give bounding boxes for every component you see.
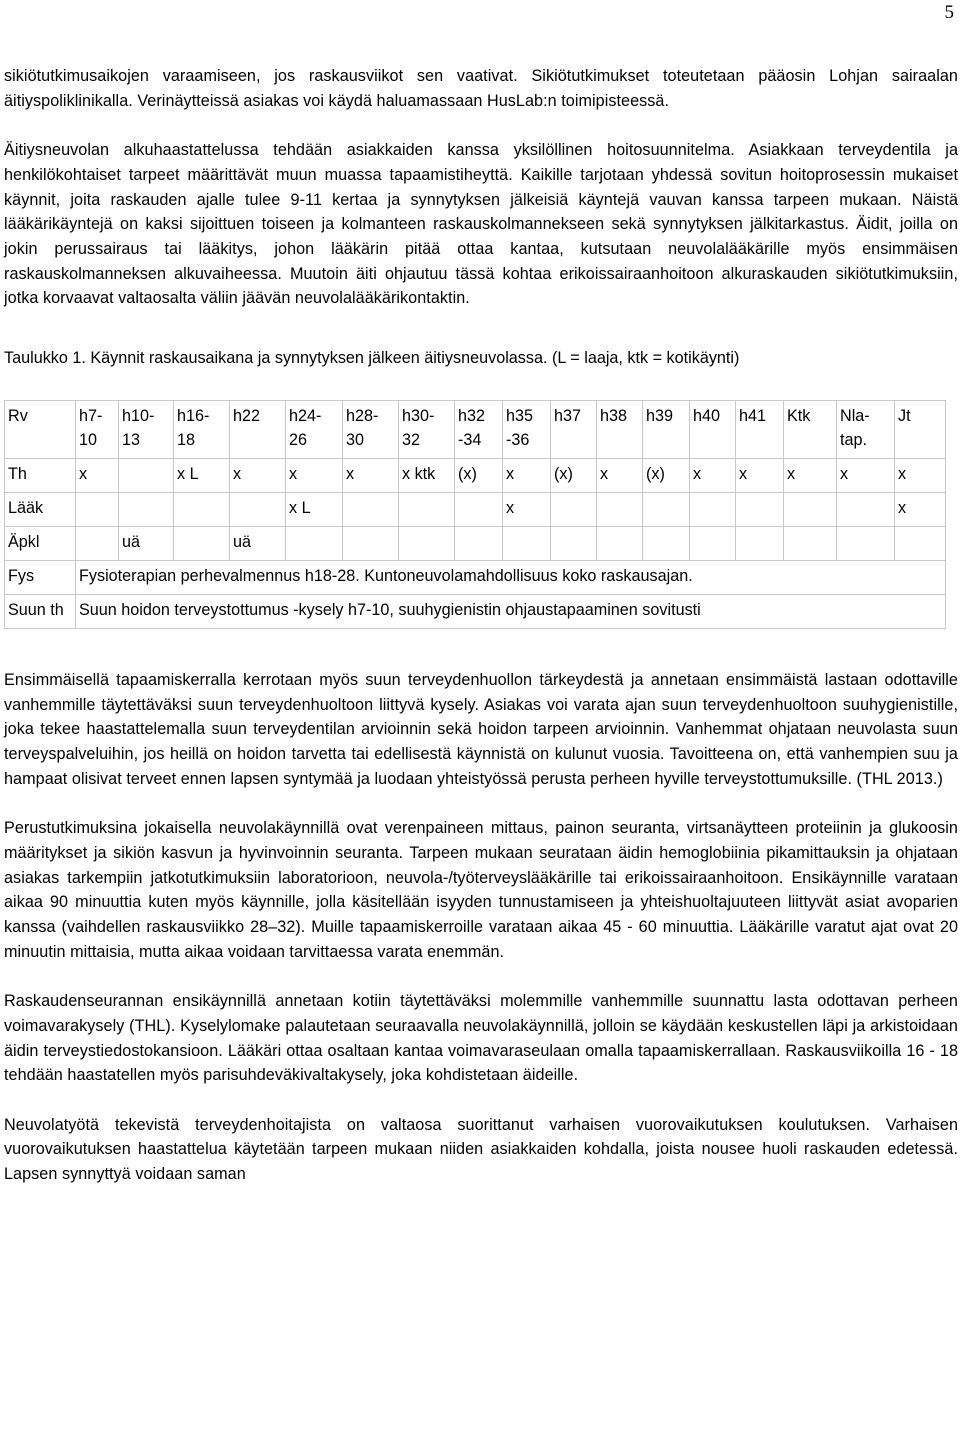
cell-laak: Lääk xyxy=(5,493,76,527)
cell-header: h28-30 xyxy=(343,401,399,459)
table-row-rv xyxy=(5,401,946,459)
table-row-laak xyxy=(5,493,946,527)
cell-th: x ktk xyxy=(399,459,455,493)
cell-header: Jt xyxy=(895,401,946,459)
cell-apkl xyxy=(399,527,455,561)
cell-th: Th xyxy=(5,459,76,493)
cell-laak xyxy=(690,493,736,527)
cell-laak xyxy=(119,493,174,527)
cell-th xyxy=(119,459,174,493)
cell-apkl xyxy=(503,527,551,561)
cell-apkl xyxy=(76,527,119,561)
cell-header: h35 -36 xyxy=(503,401,551,459)
page-content xyxy=(4,64,958,1187)
cell-laak xyxy=(736,493,784,527)
cell-apkl xyxy=(895,527,946,561)
cell-laak xyxy=(551,493,597,527)
cell-header: h40 xyxy=(690,401,736,459)
cell-th: x xyxy=(736,459,784,493)
paragraph-hoitosuunnitelma: Äitiysneuvolan alkuhaastattelussa tehdään asiakkaiden kanssa yksilöllinen hoitosuunnitelma. Asiakkaan terveydentila ja henkilökohtaiset tarpeet määrittävät muun muassa tapaamistiheyttä. Kaikille tarjotaan yhdessä sovitun hoitoprosessin mukaiset käynnit, joita raskauden ajalle tulee 9-11 kertaa ja synnytyksen jälkeisiä käyntejä vauvan kanssa tarpeen mukaan. Näistä lääkärikäyntejä on kaksi sijoittuen toiseen ja kolmanteen raskauskolmannekseen sekä synnytyksen jälkitarkastus. Äidit, joilla on jokin perussairaus tai lääkitys, johon lääkärin pitää ottaa kantaa, kutsutaan neuvolalääkärille myös ensimmäisen raskauskolmanneksen alkuvaiheessa. Muutoin äiti ohjautuu tässä kohtaa erikoissairaanhoitoon alkuraskauden sikiötutkimuksiin, jotka korvaavat valtaosalta väliin jäävän neuvolalääkärikontaktin. xyxy=(4,141,958,308)
table-row-suun xyxy=(5,595,946,629)
cell-apkl xyxy=(837,527,895,561)
cell-th: x xyxy=(597,459,643,493)
cell-apkl xyxy=(690,527,736,561)
cell-suun-label: Suun th xyxy=(5,595,76,629)
cell-th: x xyxy=(784,459,837,493)
cell-header: h38 xyxy=(597,401,643,459)
cell-apkl xyxy=(343,527,399,561)
cell-apkl: uä xyxy=(230,527,286,561)
cell-apkl xyxy=(551,527,597,561)
page-number: 5 xyxy=(944,2,954,23)
cell-apkl xyxy=(736,527,784,561)
cell-laak xyxy=(455,493,503,527)
cell-th: x xyxy=(503,459,551,493)
cell-header: h32 -34 xyxy=(455,401,503,459)
cell-apkl: Äpkl xyxy=(5,527,76,561)
cell-header: Rv xyxy=(5,401,76,459)
cell-th: x xyxy=(76,459,119,493)
cell-laak: x xyxy=(503,493,551,527)
paragraph-perustutkimukset: Perustutkimuksina jokaisella neuvolakäynnillä ovat verenpaineen mittaus, painon seuranta, virtsanäytteen proteiinin ja glukoosin määritykset ja sikiön kasvun ja hyvinvoinnin seuranta. Tarpeen mukaan seurataan äidin hemoglobiinia pikamittauksin ja ohjataan asiakas tarkempiin jatkotutkimuksiin laboratorioon, neuvola-/työterveyslääkärille tai erikoissairaanhoitoon. Ensikäynnille varataan aikaa 90 minuuttia kuten myös käynnille, jolla käsitellään isyyden tunnustamiseen ja yhteishuoltajuuteen liittyvät asiat avoparien kanssa (vaihdellen raskausviikko 28–32). Muille tapaamiskerroille varataan aikaa 45 - 60 minuuttia. Lääkärille varatut ajat ovat 20 minuutin mittaisia, mutta aikaa voidaan tarvittaessa varata enemmän. xyxy=(4,819,958,961)
paragraph-sikiotutkimukset: sikiötutkimusaikojen varaamiseen, jos raskausviikot sen vaativat. Sikiötutkimukset toteutetaan pääosin Lohjan sairaalan äitiyspoliklinikalla. Verinäytteissä asiakas voi käydä haluamassaan HusLab:n toimipisteessä. xyxy=(4,67,958,110)
cell-header: h7-10 xyxy=(76,401,119,459)
cell-fys-label: Fys xyxy=(5,561,76,595)
cell-laak xyxy=(597,493,643,527)
cell-laak: x L xyxy=(286,493,343,527)
cell-th: (x) xyxy=(455,459,503,493)
cell-th: x xyxy=(230,459,286,493)
cell-header: h30-32 xyxy=(399,401,455,459)
cell-header: h22 xyxy=(230,401,286,459)
table-row-fys xyxy=(5,561,946,595)
cell-laak xyxy=(399,493,455,527)
cell-th: x L xyxy=(174,459,230,493)
cell-th: x xyxy=(895,459,946,493)
cell-header: h39 xyxy=(643,401,690,459)
cell-apkl xyxy=(174,527,230,561)
paragraph-suun-terveys: Ensimmäisellä tapaamiskerralla kerrotaan myös suun terveydenhuollon tärkeydestä ja annetaan ensimmäistä lastaan odottaville vanhemmille täytettäväksi suun terveydenhuoltoon liittyvä kysely. Asiakas voi varata ajan suun terveydenhuoltoon suuhygienistille, joka tekee haastattelemalla suun terveydentilan arvioinnin sekä hoidon tarpeen arvioinnin. Vanhemmat ohjataan neuvolasta suun terveyspalveluihin, jos heillä on hoidon tarvetta tai edellisestä käynnistä on kulunut vuosia. Tavoitteena on, että vanhempien suu ja hampaat olisivat terveet ennen lapsen syntymää ja luodaan yhteistyössä perusta perheen hyville terveystottumuksille. (THL 2013.) xyxy=(4,671,958,788)
paragraph-voimavarakysely: Raskaudenseurannan ensikäynnillä annetaan kotiin täytettäväksi molemmille vanhemmille suunnattu lasta odottavan perheen voimavarakysely (THL). Kyselylomake palautetaan seuraavalla neuvolakäynnillä, jolloin se käydään keskustellen läpi ja arkistoidaan äidin terveystiedostokansioon. Lääkäri ottaa osaltaan kantaa voimavaraseulaan omalla tapaamiskerrallaan. Raskausviikoilla 16 - 18 tehdään haastatellen myös parisuhdeväkivaltakysely, joka kohdistetaan äideille. xyxy=(4,992,958,1085)
cell-laak xyxy=(174,493,230,527)
cell-apkl xyxy=(455,527,503,561)
cell-th: (x) xyxy=(643,459,690,493)
cell-laak xyxy=(230,493,286,527)
cell-suun-text: Suun hoidon terveystottumus -kysely h7-10, suuhygienistin ohjaustapaaminen sovitusti xyxy=(76,595,946,629)
cell-header: h37 xyxy=(551,401,597,459)
cell-laak xyxy=(784,493,837,527)
cell-apkl xyxy=(784,527,837,561)
cell-laak: x xyxy=(895,493,946,527)
cell-header: h41 xyxy=(736,401,784,459)
cell-header: h24-26 xyxy=(286,401,343,459)
cell-th: x xyxy=(343,459,399,493)
paragraph-vuorovaikutus: Neuvolatyötä tekevistä terveydenhoitajista on valtaosa suorittanut varhaisen vuorovaikutuksen koulutuksen. Varhaisen vuorovaikutuksen haastattelua käytetään tarpeen mukaan niiden asiakkaiden kohdalla, joista nousee huoli raskauden edetessä. Lapsen synnyttyä voidaan saman xyxy=(4,1115,958,1184)
cell-th: x xyxy=(286,459,343,493)
cell-th: (x) xyxy=(551,459,597,493)
cell-laak xyxy=(76,493,119,527)
cell-th: x xyxy=(690,459,736,493)
cell-fys-text: Fysioterapian perhevalmennus h18-28. Kuntoneuvolamahdollisuus koko raskausajan. xyxy=(76,561,946,595)
table-row-apkl xyxy=(5,527,946,561)
cell-laak xyxy=(343,493,399,527)
cell-apkl xyxy=(643,527,690,561)
cell-apkl: uä xyxy=(119,527,174,561)
cell-laak xyxy=(837,493,895,527)
table-caption: Taulukko 1. Käynnit raskausaikana ja synnytyksen jälkeen äitiysneuvolassa. (L = laaja, ktk = kotikäynti) xyxy=(4,349,740,368)
cell-apkl xyxy=(597,527,643,561)
cell-th: x xyxy=(837,459,895,493)
cell-header: Ktk xyxy=(784,401,837,459)
cell-apkl xyxy=(286,527,343,561)
cell-header: h16-18 xyxy=(174,401,230,459)
table-row-th xyxy=(5,459,946,493)
cell-laak xyxy=(643,493,690,527)
cell-header: h10-13 xyxy=(119,401,174,459)
cell-header: Nla-tap. xyxy=(837,401,895,459)
visits-table xyxy=(4,400,946,629)
